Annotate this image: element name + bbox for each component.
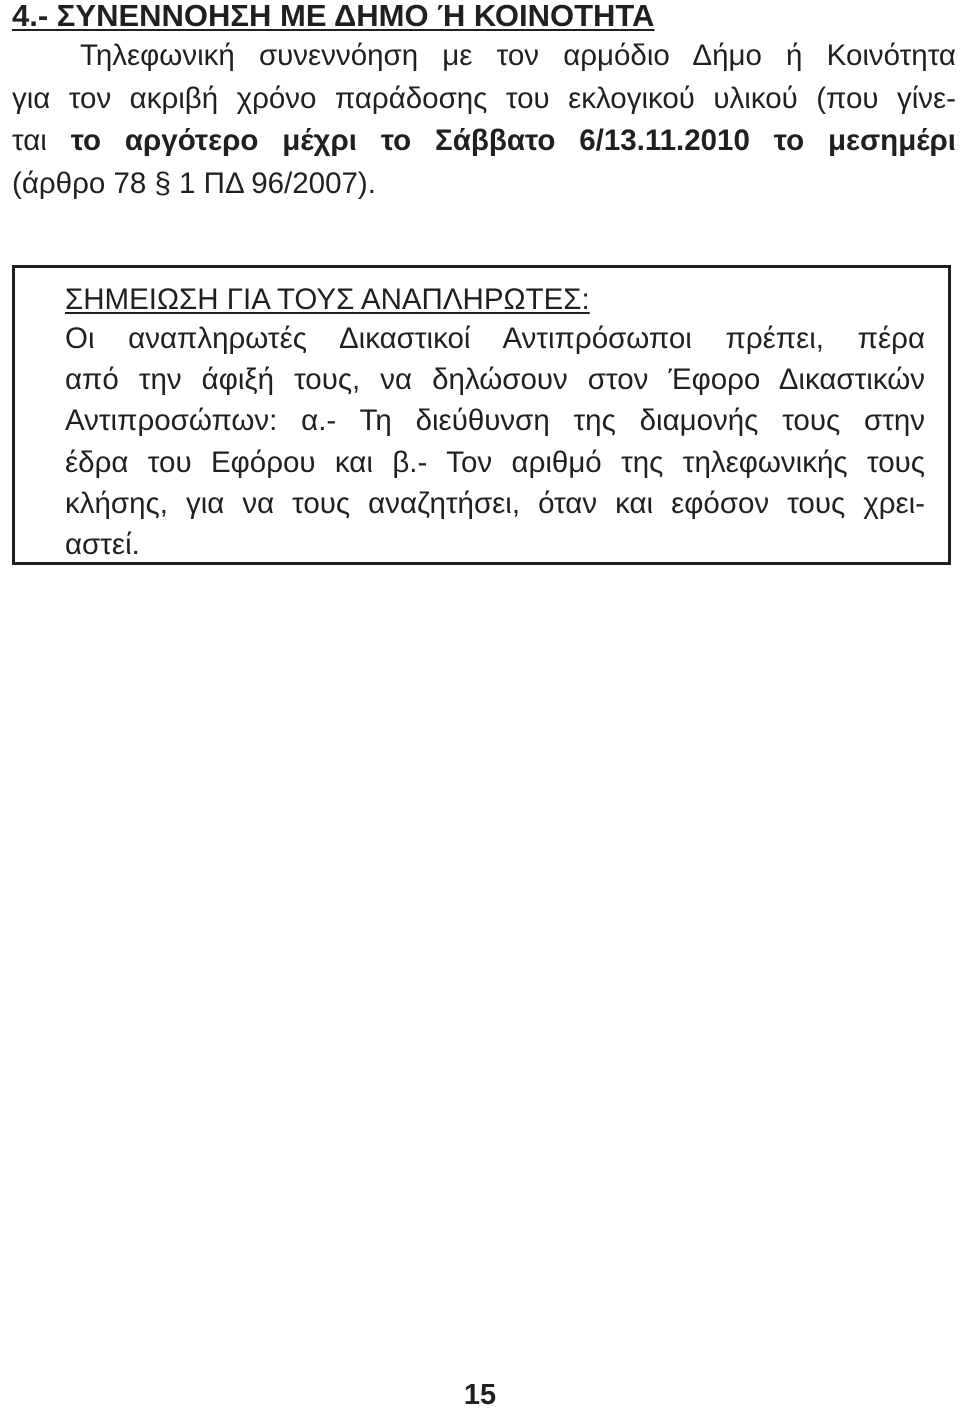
note-content (65, 282, 925, 565)
paragraph-line-3 (12, 120, 956, 163)
note-line-6: αστεί. (65, 528, 140, 562)
paragraph-deadline-emphasis: το αργότερο μέχρι το Σάββατο 6/13.11.2010 το μεσημέρι (70, 124, 956, 158)
paragraph-line-2: για τον ακριβή χρόνο παράδοσης του εκλογικού υλικού (που γίνε- (12, 81, 956, 115)
note-body (65, 318, 925, 565)
note-line-5: κλήσης, για να τους αναζητήσει, όταν και εφόσον τους χρει- (65, 486, 925, 520)
note-line-3: Αντιπροσώπων: α.- Τη διεύθυνση της διαμονής τους στην (65, 404, 925, 438)
paragraph-line-3-prefix: ται (12, 124, 71, 158)
section-heading: 4.- ΣΥΝΕΝΝΟΗΣΗ ΜΕ ΔΗΜΟ Ή ΚΟΙΝΟΤΗΤΑ (12, 0, 655, 33)
note-line-1: Οι αναπληρωτές Δικαστικοί Αντιπρόσωποι πρέπει, πέρα (65, 322, 925, 355)
note-line-4: έδρα του Εφόρου και β.- Τον αριθμό της τηλεφωνικής τους (65, 445, 925, 479)
note-box (12, 265, 951, 565)
paragraph-line-1: Τηλεφωνική συνεννόηση με τον αρμόδιο Δήμο ή Κοινότητα (80, 39, 956, 72)
paragraph-line-4: (άρθρο 78 § 1 ΠΔ 96/2007). (12, 166, 376, 200)
note-line-2: από την άφιξή τους, να δηλώσουν στον Έφορο Δικαστικών (65, 363, 925, 397)
section-paragraph (12, 35, 956, 205)
note-title: ΣΗΜΕΙΩΣΗ ΓΙΑ ΤΟΥΣ ΑΝΑΠΛΗΡΩΤΕΣ: (65, 283, 590, 316)
page-number: 15 (463, 1379, 497, 1411)
